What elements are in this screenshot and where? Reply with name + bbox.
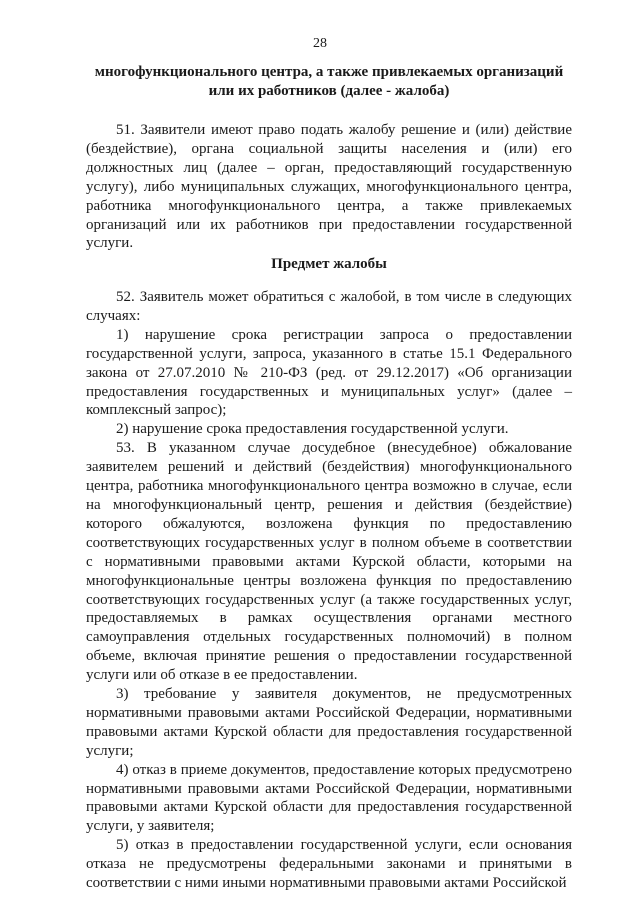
section-heading-complaint — [86, 63, 572, 101]
paragraph-53: 53. В указанном случае досудебное (внесудебное) обжалование заявителем решений и действий (бездействия) многофункционального центра, работника многофункционального центра возможно в случае, если на многофункциональный центр, решения и действия (бездействие) которого обжалуются, возложена функция по предоставлению соответствующих государственных услуг в полном объеме в соответствии с нормативными правовыми актами Курской области, которыми на многофункциональные центры возложена функция по предоставлению соответствующих государственных услуг (а также государственных услуг, предоставляемых в рамках осуществления органами местного самоуправления отдельных государственных полномочий) в полном объеме, включая принятие решения о предоставлении государственной услуги или об отказе в ее предоставлении. — [86, 440, 572, 684]
list-item-2: 2) нарушение срока предоставления государственной услуги. — [116, 421, 509, 438]
paragraph-block-51 — [86, 121, 572, 253]
list-item-5: 5) отказ в предоставлении государственной услуги, если основания отказа не предусмотрены федеральными законами и принятыми в соответствии с ними иными нормативными правовыми актами Российской — [86, 837, 572, 892]
list-item-1: 1) нарушение срока регистрации запроса о предоставлении государственной услуги, запроса, указанного в статье 15.1 Федерального закона от 27.07.2010 № 210-ФЗ (ред. от 29.12.2017) «Об организации предоставления государственных и муниципальных услуг» (далее – комплексный запрос); — [86, 326, 572, 419]
list-item-3: 3) требование у заявителя документов, не предусмотренных нормативными правовыми актами Российской Федерации, нормативными правовыми актами Курской области для предоставления государственной услуги; — [86, 686, 572, 759]
page-number: 28 — [313, 36, 327, 51]
paragraph-52: 52. Заявитель может обратиться с жалобой, в том числе в следующих случаях: — [86, 289, 572, 324]
heading-line-1: многофункционального центра, а также привлекаемых организаций — [94, 64, 564, 80]
list-item-4: 4) отказ в приеме документов, предоставление которых предусмотрено нормативными правовыми актами Российской Федерации, нормативными правовыми актами Курской области для предоставления государственной услуги, у заявителя; — [86, 761, 572, 835]
section-heading-subject: Предмет жалобы — [271, 256, 387, 272]
paragraph-51: 51. Заявители имеют право подать жалобу решение и (или) действие (бездействие), органа социальной защиты населения и (или) его должностных лиц (далее – орган, предоставляющий государственную услугу), либо муниципальных служащих, многофункционального центра, работника многофункционального центра, а также привлекаемых организаций или их работников при предоставлении государственной услуги. — [86, 122, 572, 252]
heading-line-2: или их работников (далее - жалоба) — [208, 83, 450, 99]
paragraph-block-52 — [86, 288, 572, 893]
